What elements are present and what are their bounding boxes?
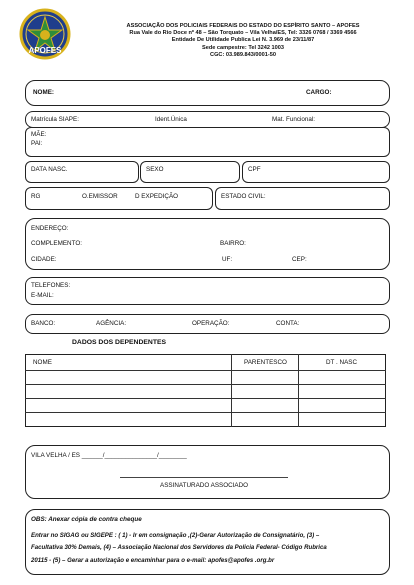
email-label: E-MAIL: [31, 292, 54, 299]
local-data-line: VILA VELHA / ES ______/_______________/________ [31, 452, 187, 459]
obs-line-3: 20115 - (5) – Gerar a autorização e encaminhar para o e-mail: apofes@apofes .org.br [31, 557, 275, 564]
dependentes-title: DADOS DOS DEPENDENTES [72, 339, 167, 346]
banco-label: BANCO: [31, 320, 56, 327]
nome-label: NOME: [33, 89, 54, 96]
table-row-line-3 [25, 398, 386, 399]
apofes-logo [16, 8, 74, 60]
telefones-label: TELEFONES: [31, 282, 71, 289]
header-line-1: ASSOCIAÇÃO DOS POLICIAIS FEDERAIS DO ESTADO DO ESPÍRITO SANTO – APOFES [126, 23, 360, 29]
mae-label: MÃE: [31, 131, 47, 138]
uf-label: UF: [222, 256, 233, 263]
cargo-label: CARGO: [306, 89, 332, 96]
nome-cargo-box[interactable] [25, 80, 390, 106]
conta-label: CONTA: [276, 320, 300, 327]
pai-label: PAI: [31, 140, 43, 147]
operacao-label: OPERAÇÃO: [192, 320, 230, 327]
rg-label: RG [31, 193, 41, 200]
col-parentesco-header: PARENTESCO [244, 359, 287, 366]
signature-line [120, 477, 288, 478]
obs-line-2: Facultativa 30% Demais, (4) – Associação Nacional dos Servidores da Policia Federal- Código Rubrica [31, 544, 327, 551]
rg-box[interactable] [25, 187, 213, 210]
obs-line-1: Entrar no SIGAG ou SIGEPE : ( 1) - Ir em consignação ,(2)-Gerar Autorização de Consignatário, (3) – [31, 532, 320, 539]
contato-box[interactable] [25, 277, 390, 305]
header-line-3: Entidade De Utilidade Publica Lei N. 3.969 de 23/11/87 [171, 37, 315, 44]
header-line-4: Sede campestre: Tel 3242 1003 [202, 44, 284, 51]
table-row-line-1 [25, 370, 386, 371]
obs-title: OBS: Anexar cópia de contra cheque [31, 516, 142, 523]
table-row-line-2 [25, 384, 386, 385]
bairro-label: BAIRRO: [220, 240, 246, 247]
col-dtnasc-header: DT . NASC [326, 359, 358, 366]
matricula-box[interactable] [25, 111, 390, 128]
orgao-emissor-label: O.EMISSOR [82, 193, 118, 200]
matricula-label: Matrícula SIAPE: [31, 116, 79, 123]
cidade-label: CIDADE: [31, 256, 57, 263]
filiacao-box[interactable] [25, 127, 390, 157]
cpf-label: CPF [248, 166, 261, 173]
sexo-label: SEXO [146, 166, 164, 173]
table-col-divider-1 [231, 354, 232, 427]
mat-funcional-label: Mat. Funcional: [272, 116, 316, 123]
assinatura-label: ASSINATURADO ASSOCIADO [160, 482, 249, 489]
ident-label: Ident.Única [155, 116, 187, 123]
complemento-label: COMPLEMENTO: [31, 240, 82, 247]
endereco-label: ENDEREÇO: [31, 225, 69, 232]
col-nome-header: NOME [33, 359, 52, 366]
expedicao-label: D EXPEDIÇÃO [135, 193, 179, 200]
table-col-divider-2 [298, 354, 299, 427]
data-nasc-label: DATA NASC. [31, 166, 68, 173]
header-line-5: CGC: 03.989.843/0001-50 [210, 51, 276, 58]
estado-civil-label: ESTADO CIVIL: [221, 193, 266, 200]
header-line-2: Rua Vale do Rio Doce nº 48 – São Torquato – Vila Velha/ES, Tel: 3326 0768 / 3369 4566 [129, 30, 357, 37]
table-row-line-4 [25, 412, 386, 413]
logo-text: APOFES [28, 46, 62, 55]
header-block [78, 23, 408, 59]
cep-label: CEP: [292, 256, 307, 263]
cpf-box[interactable] [242, 161, 390, 183]
agencia-label: AGÊNCIA: [96, 320, 127, 327]
